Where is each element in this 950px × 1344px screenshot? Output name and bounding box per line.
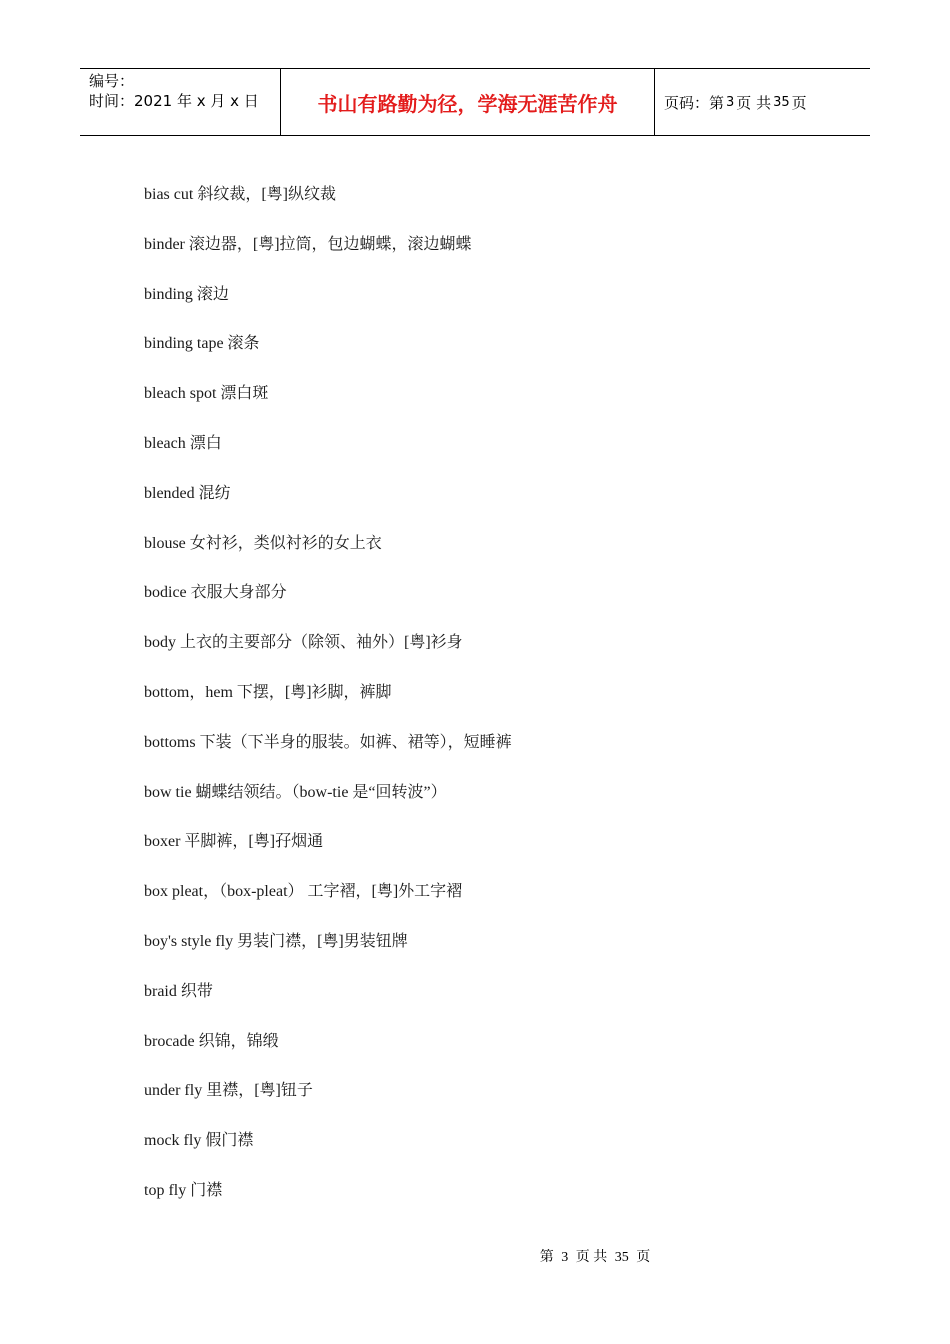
document-number-label: 编号： <box>89 72 135 90</box>
document-time-label: 时间：2021 年 x 月 x 日 <box>89 92 259 110</box>
footer-prefix: 第 <box>539 1250 554 1265</box>
glossary-entry: blended 混纺 <box>144 484 231 502</box>
glossary-entry: boy's style fly 男装门襟，[粤]男装钮牌 <box>144 932 408 950</box>
glossary-entry: blouse 女衬衫，类似衬衫的女上衣 <box>144 534 382 552</box>
glossary-entry: binder 滚边器，[粤]拉筒，包边蝴蝶，滚边蝴蝶 <box>144 235 472 253</box>
footer-mid: 页 共 <box>575 1250 608 1265</box>
glossary-entry: under fly 里襟，[粤]钮子 <box>144 1082 313 1100</box>
glossary-entry: binding tape 滚条 <box>144 335 260 353</box>
glossary-entry: bias cut 斜纹裁，[粤]纵纹裁 <box>144 186 336 203</box>
header-page-current: 3 <box>726 94 735 110</box>
header-meta <box>80 69 281 135</box>
header-page-suffix: 页 <box>791 93 807 112</box>
glossary-entry: bleach spot 漂白斑 <box>144 385 269 403</box>
glossary-entry: bottom，hem 下摆，[粤]衫脚，裤脚 <box>144 683 392 701</box>
glossary-entry: bottoms 下装（下半身的服装。如裤、裙等），短睡裤 <box>144 733 512 751</box>
footer-page-total: 35 <box>614 1250 629 1265</box>
glossary-entry: brocade 织锦，锦缎 <box>144 1032 279 1050</box>
header-page-total: 35 <box>773 94 790 110</box>
footer-suffix: 页 <box>636 1250 651 1265</box>
header-motto: 书山有路勤为径，学海无涯苦作舟 <box>281 69 655 135</box>
glossary-entry: bodice 衣服大身部分 <box>144 584 287 602</box>
glossary-entry: bleach 漂白 <box>144 434 222 452</box>
header-page-info <box>655 69 870 135</box>
glossary-entry: binding 滚边 <box>144 285 229 303</box>
glossary-entry: braid 织带 <box>144 982 213 1000</box>
page-footer <box>0 1246 950 1266</box>
header-page-prefix: 页码：第 <box>664 93 725 112</box>
glossary-entry: boxer 平脚裤，[粤]孖烟通 <box>144 833 324 851</box>
footer-page-current: 3 <box>561 1250 569 1265</box>
glossary-list <box>144 183 512 1229</box>
glossary-entry: top fly 门襟 <box>144 1181 223 1199</box>
glossary-entry: box pleat，（box-pleat） 工字褶，[粤]外工字褶 <box>144 883 463 901</box>
glossary-entry: body 上衣的主要部分（除领、袖外）[粤]衫身 <box>144 634 463 652</box>
glossary-entry: bow tie 蝴蝶结领结。（bow-tie 是“回转波”） <box>144 783 447 801</box>
glossary-entry: mock fly 假门襟 <box>144 1132 254 1150</box>
header-page-mid: 页 共 <box>736 93 772 112</box>
page-header <box>80 68 870 136</box>
